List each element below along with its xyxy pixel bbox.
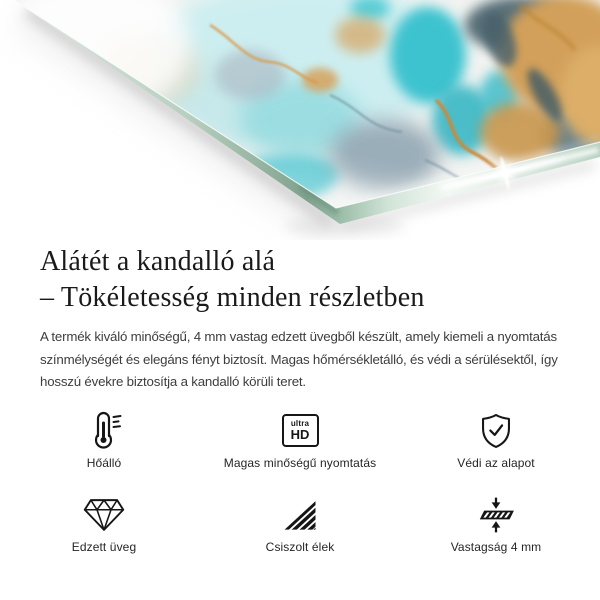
feature-high-quality-print [168, 408, 432, 492]
title-line-1: Alátét a kandalló alá [40, 246, 276, 277]
product-copy [0, 244, 600, 576]
diamond-icon [83, 492, 125, 538]
feature-protects-base [432, 408, 560, 492]
product-image [0, 0, 600, 240]
polished-edges-icon [282, 492, 318, 538]
ultra-hd-badge-bottom: HD [290, 427, 310, 442]
feature-label: Hőálló [86, 455, 122, 470]
ultra-hd-icon [282, 408, 319, 454]
glass-panel-photo [0, 0, 600, 240]
feature-polished-edges [168, 492, 432, 576]
feature-thickness-4mm [432, 492, 560, 576]
feature-label: Vastagság 4 mm [450, 539, 542, 554]
shield-check-icon [477, 408, 515, 454]
product-description: A termék kiváló minőségű, 4 mm vastag edzett üvegből készült, amely kiemeli a nyomtatás színmélységét és elegáns fényt biztosít. Magas hőmérsékletálló, és védi a sérülésektől, így hosszú évekre biztosítja a kandalló körüli teret. [40, 329, 558, 389]
feature-heat-resistant [40, 408, 168, 492]
title-line-2: – Tökéletesség minden részletben [40, 282, 425, 313]
feature-tempered-glass [40, 492, 168, 576]
feature-label: Védi az alapot [457, 455, 535, 470]
feature-label: Csiszolt élek [265, 539, 335, 554]
thickness-icon [476, 492, 516, 538]
thermometer-icon [84, 408, 124, 454]
feature-label: Magas minőségű nyomtatás [223, 455, 377, 470]
ultra-hd-badge-top: ultra [290, 419, 310, 428]
feature-label: Edzett üveg [71, 539, 137, 554]
features-grid [40, 408, 560, 576]
page-title [40, 244, 560, 316]
